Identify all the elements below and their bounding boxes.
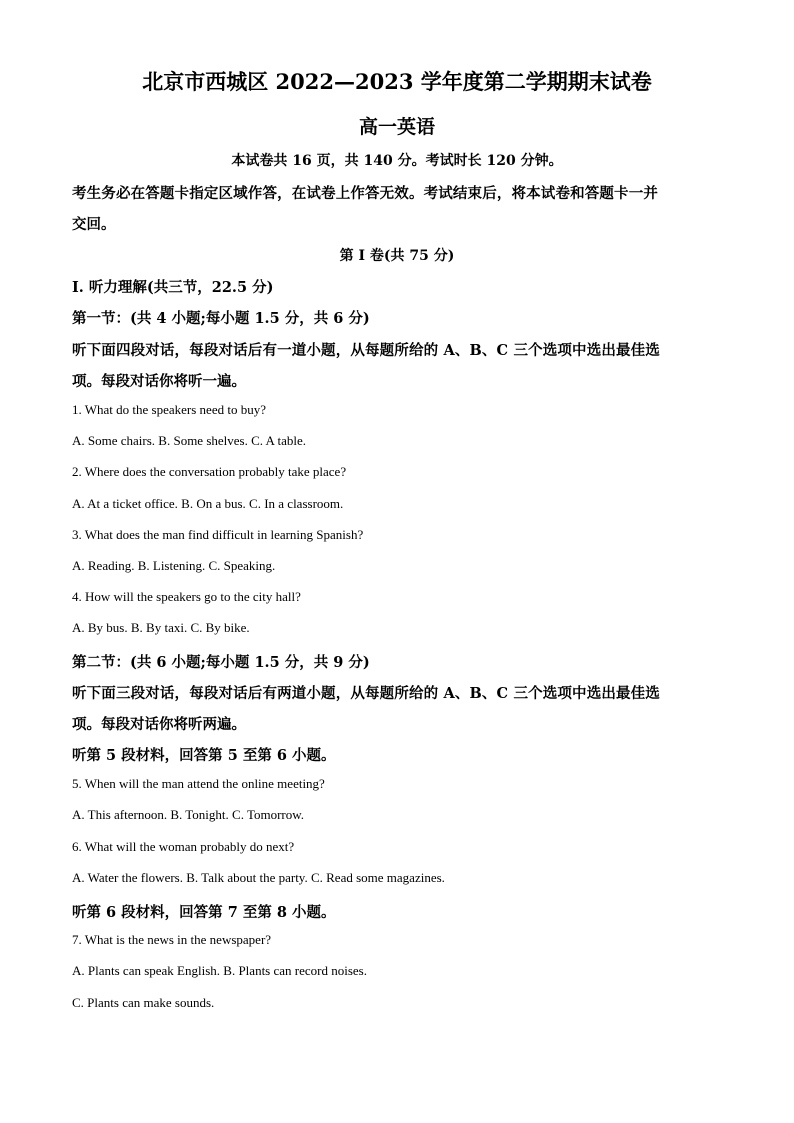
section2-heading: 第二节：(共 6 小题;每小题 1.5 分，共 9 分) [72,654,370,671]
question-3: 3. What does the man find difficult in learning Spanish? [72,527,364,542]
question-4-options: A. By bus. B. By taxi. C. By bike. [72,620,250,635]
exam-subtitle: 高一英语 [358,116,435,138]
material-6-heading: 听第 6 段材料，回答第 7 至第 8 小题。 [72,904,336,921]
section1-direction-2: 项。每段对话你将听一遍。 [72,373,246,390]
question-1-options: A. Some chairs. B. Some shelves. C. A table. [72,433,306,448]
question-6-options: A. Water the flowers. B. Talk about the party. C. Read some magazines. [72,870,445,885]
exam-info: 本试卷共 16 页，共 140 分。考试时长 120 分钟。 [231,153,563,169]
question-7: 7. What is the news in the newspaper? [72,932,272,947]
question-4: 4. How will the speakers go to the city hall? [72,589,301,604]
material-5-heading: 听第 5 段材料，回答第 5 至第 6 小题。 [72,747,336,764]
instruction-line-1: 考生务必在答题卡指定区域作答，在试卷上作答无效。考试结束后，将本试卷和答题卡一并 [72,185,658,202]
listening-heading: I. 听力理解(共三节，22.5 分) [72,279,274,296]
question-5: 5. When will the man attend the online meeting? [72,776,325,791]
question-6: 6. What will the woman probably do next? [72,839,295,854]
section1-heading: 第一节：(共 4 小题;每小题 1.5 分，共 6 分) [72,310,370,327]
part-heading: 第 I 卷(共 75 分) [339,248,455,264]
section2-direction-1: 听下面三段对话，每段对话后有两道小题，从每题所给的 A、B、C 三个选项中选出最佳选 [72,685,660,702]
section1-direction-1: 听下面四段对话，每段对话后有一道小题，从每题所给的 A、B、C 三个选项中选出最佳选 [72,342,660,359]
instruction-line-2: 交回。 [72,216,116,233]
question-2: 2. Where does the conversation probably take place? [72,464,347,479]
question-2-options: A. At a ticket office. B. On a bus. C. In a classroom. [72,496,344,511]
question-3-options: A. Reading. B. Listening. C. Speaking. [72,558,276,573]
exam-title: 北京市西城区 2022—2023 学年度第二学期期末试卷 [142,69,652,94]
section2-direction-2: 项。每段对话你将听两遍。 [72,716,246,733]
question-7-option-c: C. Plants can make sounds. [72,995,215,1010]
question-5-options: A. This afternoon. B. Tonight. C. Tomorrow. [72,807,305,822]
question-1: 1. What do the speakers need to buy? [72,402,266,417]
question-7-options-ab: A. Plants can speak English. B. Plants can record noises. [72,963,367,978]
